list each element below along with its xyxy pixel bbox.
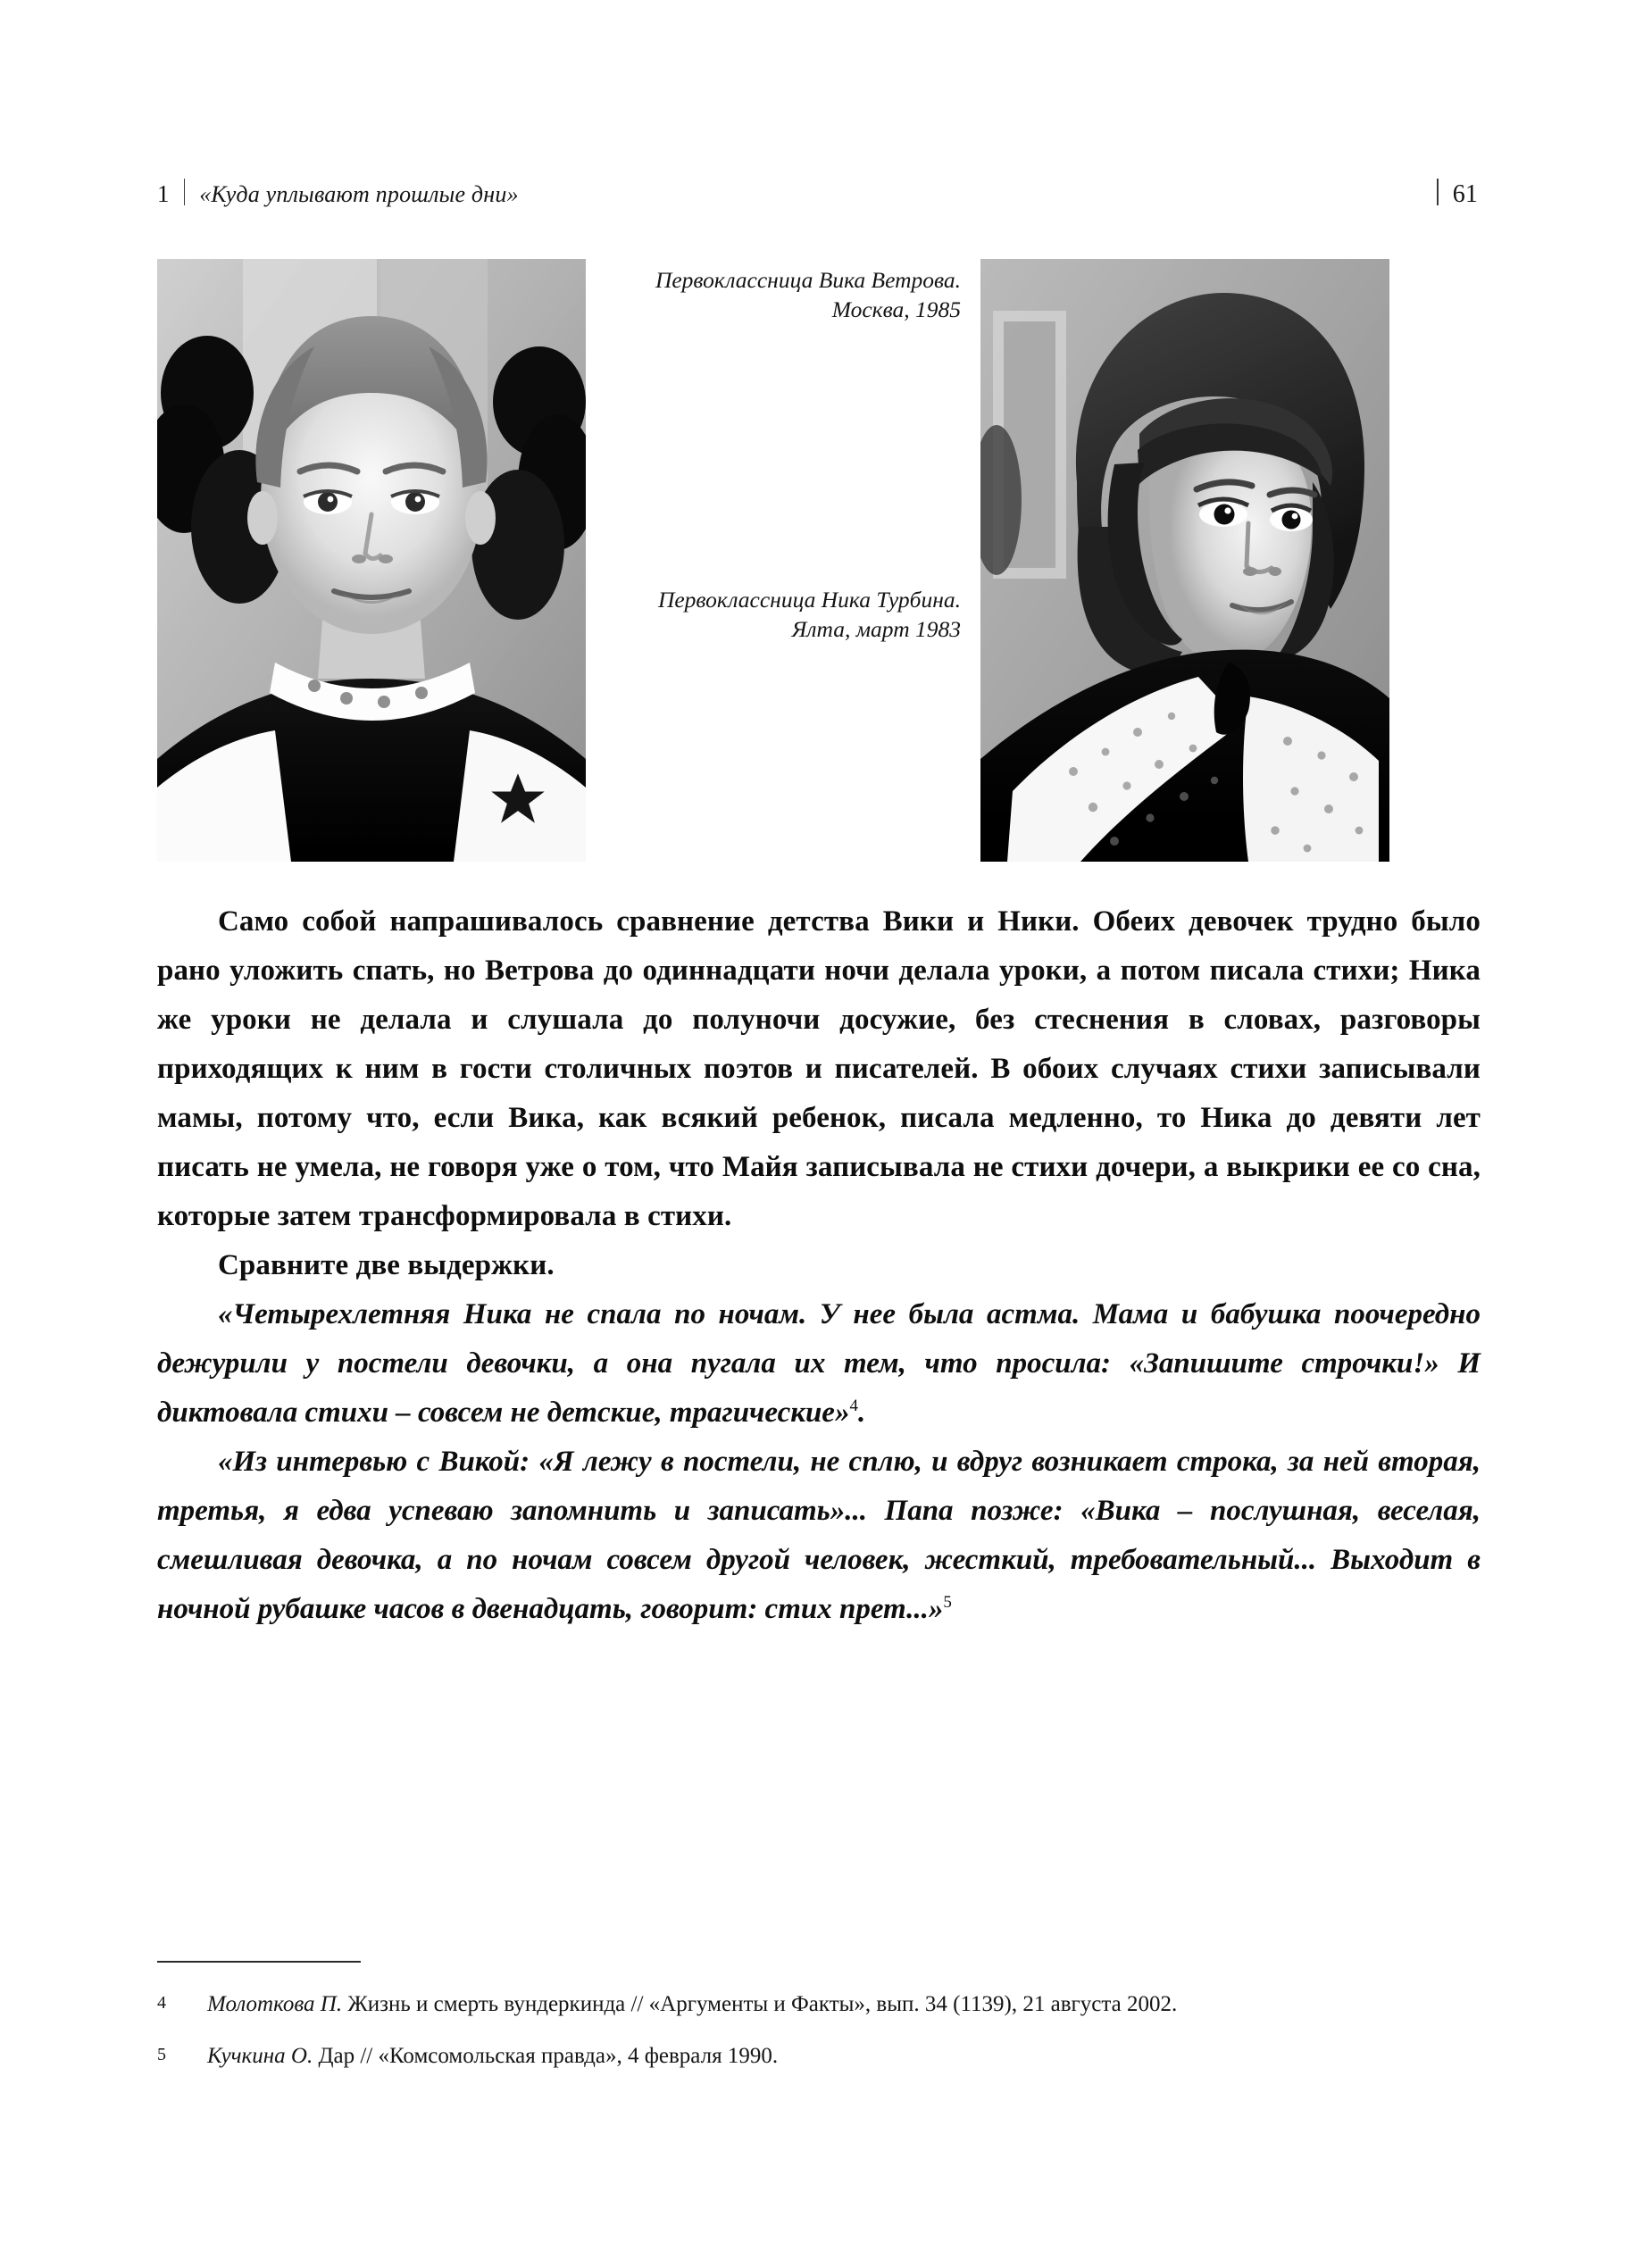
footnote-ref-4[interactable]: 4 [849,1397,858,1415]
footnote-item-5 [157,2038,1481,2075]
body-text [157,897,1481,1634]
quote-vika [157,1438,1481,1634]
page-number: 61 [1452,180,1478,208]
footnote-text-4 [207,1986,1481,2023]
figure-caption-vika: Первоклассница Вика Ветрова. Москва, 1985 [655,267,961,323]
figure-band [157,259,1479,866]
paragraph-compare-two: Сравните две выдержки. [218,1249,555,1281]
footnotes-block [157,1961,1481,2089]
footnote-text-5 [207,2038,1481,2075]
photo-nika-turbina [980,259,1389,862]
quote-nika [157,1290,1481,1438]
footnote-rest-5: Дар // «Комсомольская правда», 4 февраля 1990. [313,2043,779,2068]
footnote-rest-4: Жизнь и смерть вундеркинда // «Аргументы и Факты», вып. 34 (1139), 21 августа 2002. [342,1991,1178,2016]
quote-nika-tail: . [857,1397,866,1429]
quote-nika-text: «Четырехлетняя Ника не спала по ночам. У нее была астма. Мама и бабушка поочередно дежурили у постели девочки, а она пугала их тем, что просила: «Запишите строчки!» И диктовала стихи – совсем не детские, трагические» [157,1298,1481,1429]
running-head-right [1422,175,1478,209]
footnote-marker-5: 5 [157,2044,166,2064]
quote-vika-text: «Из интервью с Викой: «Я лежу в постели, не сплю, и вдруг возникает строка, за ней вторая, третья, я едва успеваю запомнить и записать»... Папа позже: «Вика – послушная, веселая, смешливая девочка, а по ночам совсем другой человек, жесткий, требовательный... Выходит в ночной рубашке часов в двенадцать, говорит: стих прет...» [157,1446,1481,1625]
footnote-separator-rule [157,1961,361,1963]
running-head-left [157,175,519,208]
vertical-divider [184,179,186,205]
footnote-marker-4: 4 [157,1992,166,2013]
figure-caption-nika: Первоклассница Ника Турбина. Ялта, март 1983 [657,587,961,643]
photo-vika-vetrova [157,259,586,862]
running-head-title: «Куда уплывают прошлые дни» [199,181,519,207]
chapter-number: 1 [157,180,170,207]
footnote-ref-5[interactable]: 5 [943,1593,952,1612]
footnote-item-4 [157,1986,1481,2023]
vertical-divider-page [1437,179,1439,205]
footnote-author-5: Кучкина О. [207,2043,313,2068]
paragraph-comparison: Само собой напрашивалось сравнение детства Вики и Ники. Обеих девочек трудно было рано уложить спать, но Ветрова до одиннадцати ночи делала уроки, а потом писала стихи; Ника же уроки не делала и слушала до полуночи досужие, без стеснения в словах, разговоры приходящих к ним в гости столичных поэтов и писателей. В обоих случаях стихи записывали мамы, потому что, если Вика, как всякий ребенок, писала медленно, то Ника до девяти лет писать не умела, не говоря уже о том, что Майя записывала не стихи дочери, а выкрики ее со сна, которые затем трансформировала в стихи. [157,905,1481,1232]
running-head [157,175,1478,214]
footnote-author-4: Молоткова П. [207,1991,343,2016]
